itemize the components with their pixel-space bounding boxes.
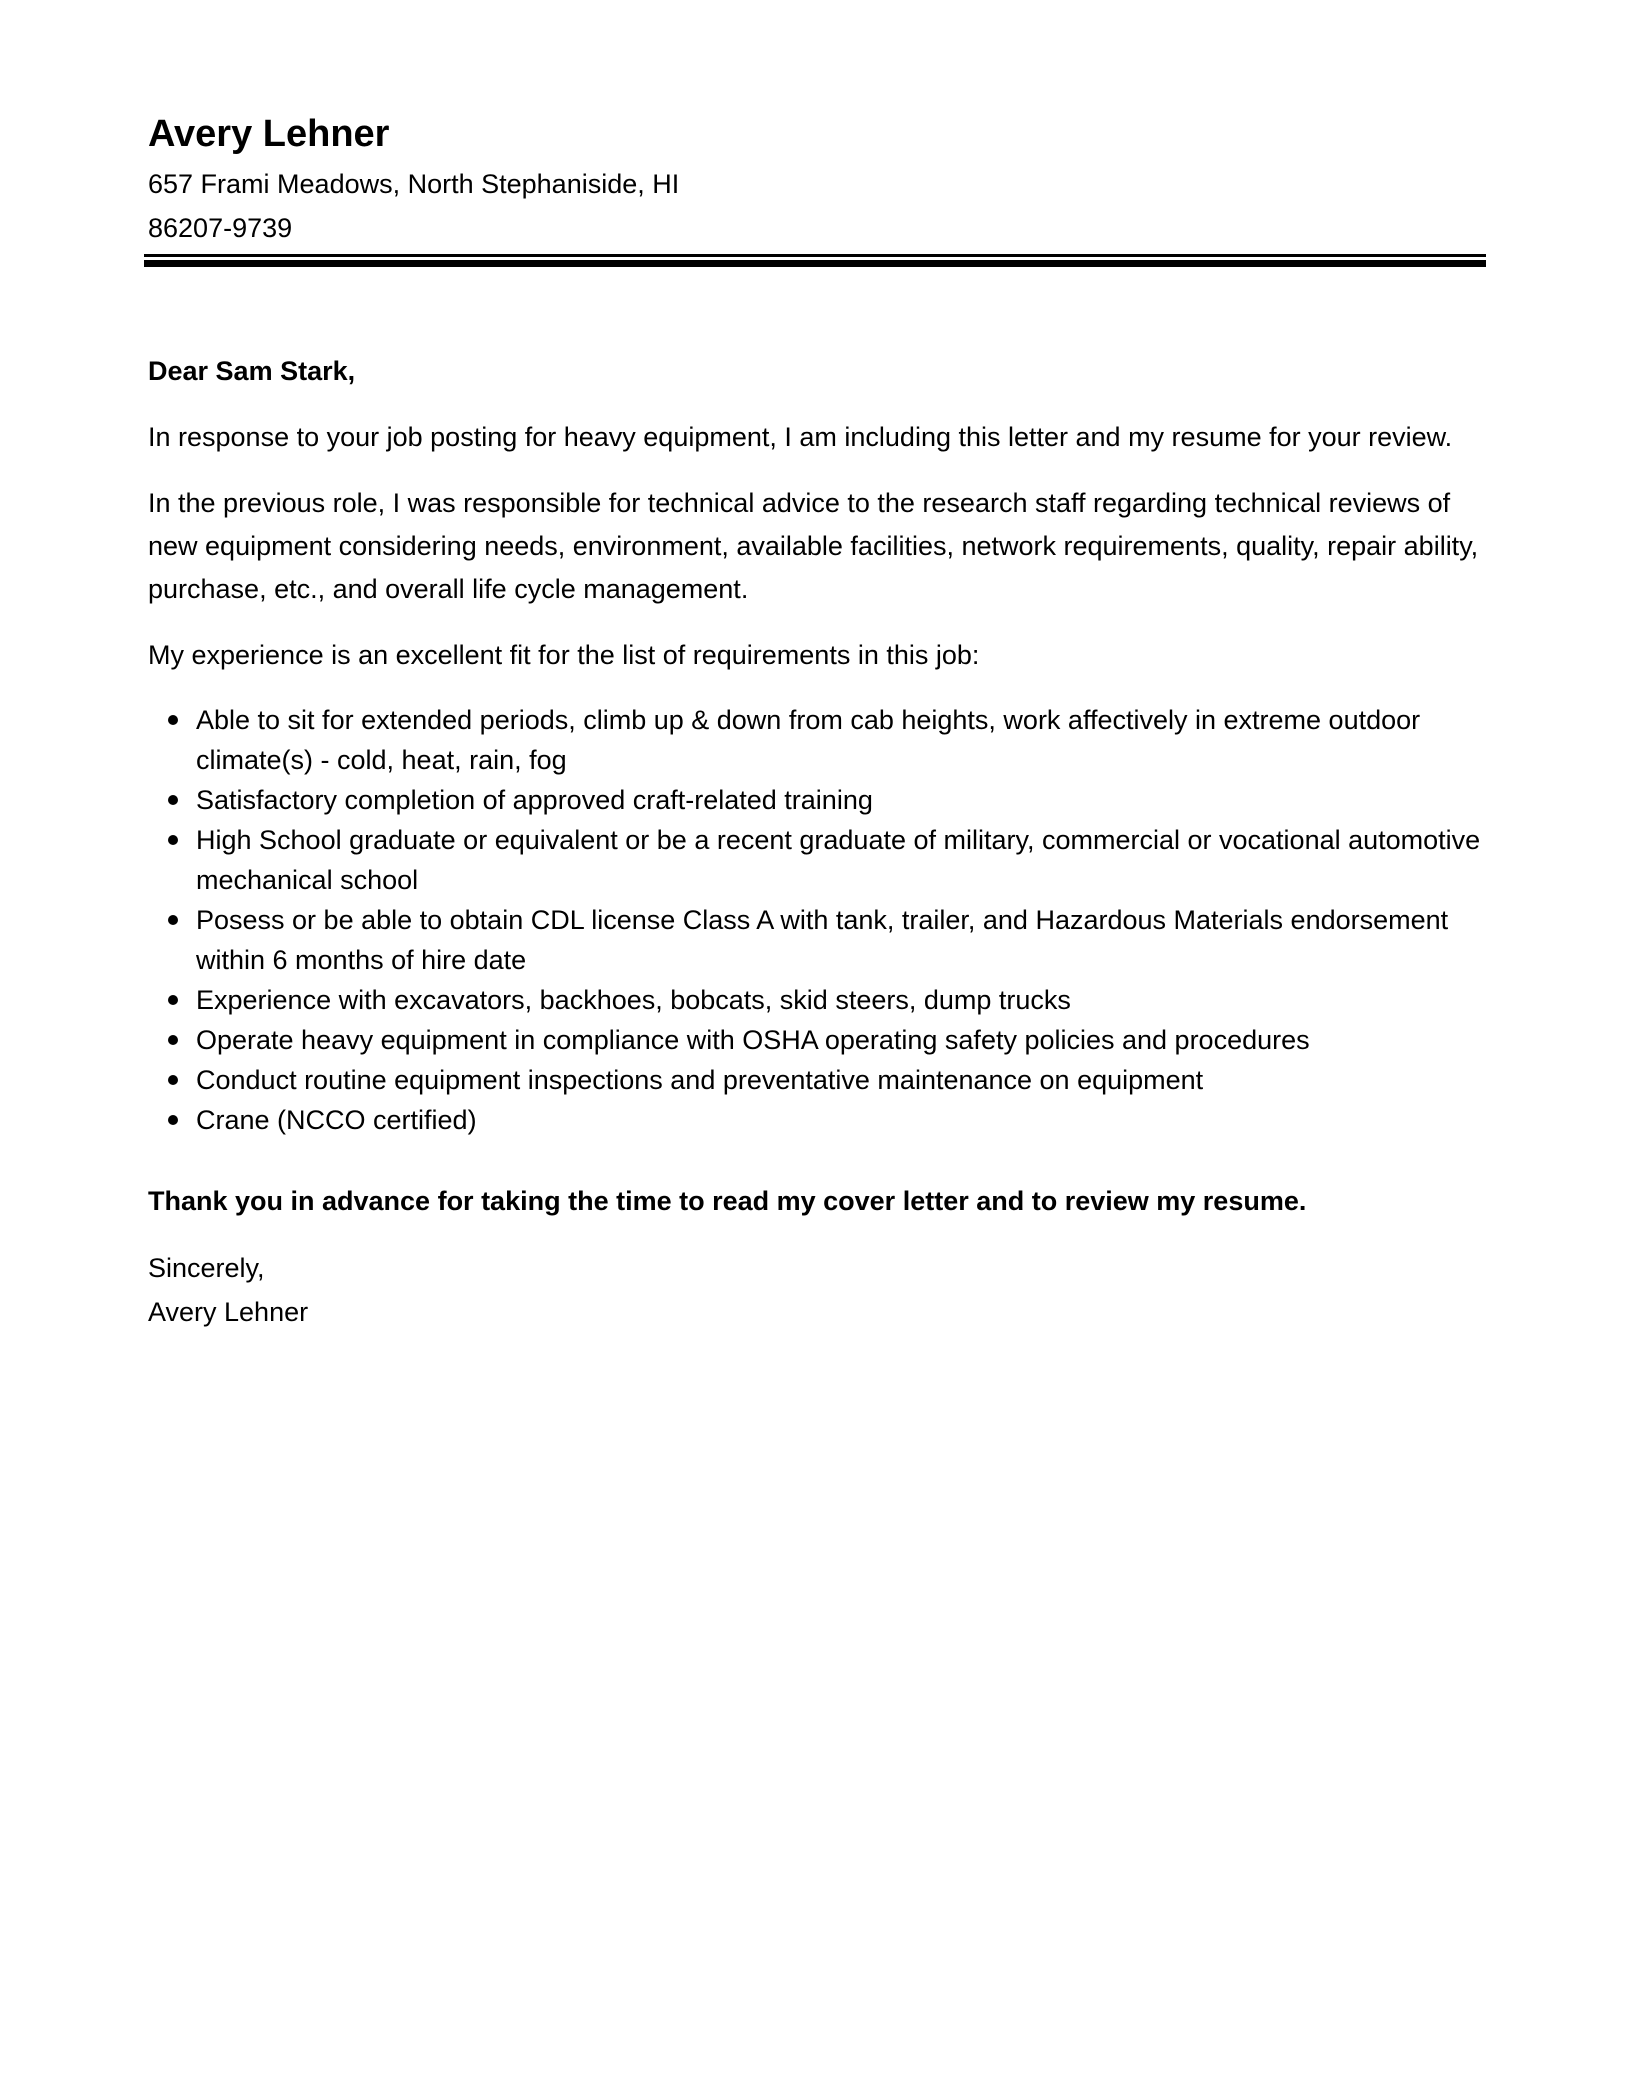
experience-paragraph: In the previous role, I was responsible for technical advice to the research staff regarding technical reviews of new equipment considering needs, environment, available facilities, network requirements, quality, repair ability, purchase, etc., and overall life cycle management. <box>148 488 1479 604</box>
header-divider <box>144 254 1486 267</box>
bullet-icon <box>168 835 178 845</box>
bullet-icon <box>168 1075 178 1085</box>
letter-body <box>148 350 1488 1334</box>
list-item <box>148 1100 1488 1140</box>
list-item <box>148 1060 1488 1100</box>
bullet-icon <box>168 1115 178 1125</box>
salutation: Dear Sam Stark, <box>148 356 356 386</box>
header-divider-thick-line <box>144 260 1486 267</box>
bullet-icon <box>168 715 178 725</box>
list-item <box>148 1020 1488 1060</box>
letter-header <box>148 106 1488 250</box>
list-item-text: Experience with excavators, backhoes, bobcats, skid steers, dump trucks <box>196 985 1071 1015</box>
list-item-text: Conduct routine equipment inspections and preventative maintenance on equipment <box>196 1065 1204 1095</box>
list-item-text: Satisfactory completion of approved craft-related training <box>196 785 873 815</box>
list-item <box>148 980 1488 1020</box>
bullet-icon <box>168 795 178 805</box>
list-item <box>148 780 1488 820</box>
requirements-list <box>148 700 1488 1140</box>
list-item-text: Posess or be able to obtain CDL license Class A with tank, trailer, and Hazardous Materials endorsement within 6 months of hire date <box>196 905 1449 975</box>
intro-paragraph: In response to your job posting for heavy equipment, I am including this letter and my resume for your review. <box>148 422 1453 452</box>
sender-address-line-2: 86207-9739 <box>148 213 293 243</box>
header-divider-thin-line <box>144 254 1486 257</box>
sender-address-line-1: 657 Frami Meadows, North Stephaniside, HI <box>148 169 680 199</box>
sender-name: Avery Lehner <box>148 113 390 155</box>
list-item-text: Crane (NCCO certified) <box>196 1105 477 1135</box>
requirements-intro-paragraph: My experience is an excellent fit for the list of requirements in this job: <box>148 640 980 670</box>
bullet-icon <box>168 1035 178 1045</box>
list-item-text: Able to sit for extended periods, climb up & down from cab heights, work affectively in extreme outdoor climate(s) - cold, heat, rain, fog <box>196 705 1421 775</box>
valediction: Sincerely, <box>148 1253 265 1283</box>
bullet-icon <box>168 915 178 925</box>
list-item <box>148 820 1488 900</box>
bullet-icon <box>168 995 178 1005</box>
list-item-text: Operate heavy equipment in compliance with OSHA operating safety policies and procedures <box>196 1025 1310 1055</box>
signature-name: Avery Lehner <box>148 1297 309 1327</box>
list-item <box>148 900 1488 980</box>
closing-statement: Thank you in advance for taking the time to read my cover letter and to review my resume. <box>148 1186 1307 1216</box>
list-item <box>148 700 1488 780</box>
list-item-text: High School graduate or equivalent or be a recent graduate of military, commercial or vocational automotive mechanical school <box>196 825 1481 895</box>
